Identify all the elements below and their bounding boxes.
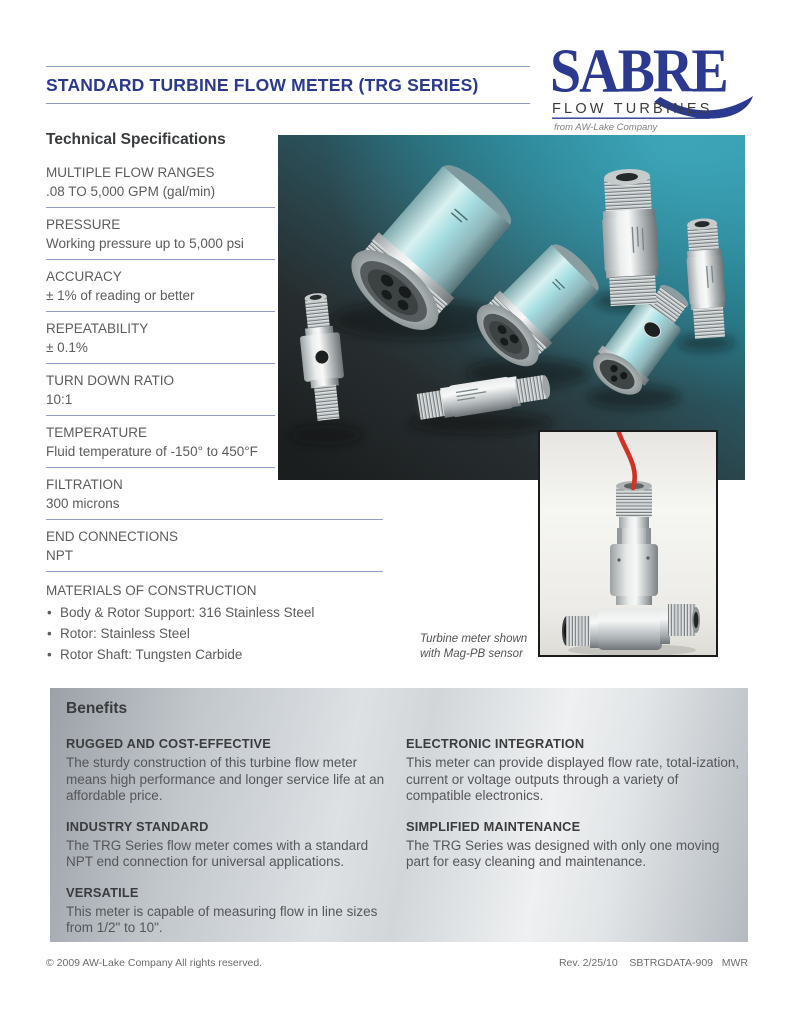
brand-logo bbox=[552, 40, 758, 132]
spec-label: REPEATABILITY bbox=[46, 321, 149, 336]
benefit-body: The sturdy construction of this turbine flow meter means high performance and longer service life at an affordable price. bbox=[66, 755, 385, 803]
spec-label: ACCURACY bbox=[46, 269, 122, 284]
spec-value: Fluid temperature of -150° to 450°F bbox=[46, 444, 258, 459]
benefits-column-right bbox=[406, 726, 742, 871]
spec-item-end-connections bbox=[46, 520, 383, 572]
logo-tagline-text: from AW-Lake Company bbox=[554, 122, 658, 132]
benefits-heading: Benefits bbox=[66, 700, 128, 717]
materials-label: MATERIALS OF CONSTRUCTION bbox=[46, 583, 257, 598]
meter-body bbox=[598, 608, 662, 650]
spec-label: FILTRATION bbox=[46, 477, 123, 492]
sensor-housing bbox=[610, 544, 658, 596]
specs-heading: Technical Specifications bbox=[46, 131, 226, 148]
product-photo-main bbox=[278, 135, 745, 480]
benefit-body: The TRG Series flow meter comes with a standard NPT end connection for universal applications. bbox=[66, 837, 369, 869]
benefit-body: This meter can provide displayed flow rate, total-ization, current or voltage outputs through a variety of compatible electronics. bbox=[406, 755, 740, 803]
turbine-meter-sensor-icon bbox=[540, 432, 716, 655]
benefit-body: The TRG Series was designed with only one moving part for easy cleaning and maintenance. bbox=[406, 837, 720, 869]
logo-underline bbox=[552, 118, 710, 119]
spec-label: TURN DOWN RATIO bbox=[46, 373, 174, 388]
materials-item: • Rotor Shaft: Tungsten Carbide bbox=[46, 644, 383, 665]
inset-caption: Turbine meter shown with Mag-PB sensor bbox=[420, 633, 528, 660]
benefit-title: RUGGED AND COST-EFFECTIVE bbox=[66, 736, 272, 751]
meter-thread-right bbox=[668, 604, 696, 636]
benefits-column-left bbox=[66, 726, 388, 937]
spec-label: TEMPERATURE bbox=[46, 425, 148, 440]
benefit-title: VERSATILE bbox=[66, 884, 139, 900]
divider bbox=[46, 571, 383, 572]
footer-revision: Rev. 2/25/10 SBTRGDATA-909 MWR bbox=[558, 957, 748, 969]
spec-value: Working pressure up to 5,000 psi bbox=[46, 236, 244, 251]
spec-value: 10:1 bbox=[46, 392, 73, 407]
spec-value: .08 TO 5,000 GPM (gal/min) bbox=[46, 184, 216, 199]
materials-block bbox=[46, 572, 383, 665]
meter-thread-left bbox=[566, 616, 592, 646]
page-title: STANDARD TURBINE FLOW METER (TRG SERIES) bbox=[46, 75, 479, 95]
title-block bbox=[46, 66, 530, 104]
flow-meters-photo-icon bbox=[278, 135, 745, 480]
materials-item: • Body & Rotor Support: 316 Stainless Steel bbox=[46, 602, 383, 623]
spec-value: 300 microns bbox=[46, 496, 120, 511]
materials-item: • Rotor: Stainless Steel bbox=[46, 623, 383, 644]
spec-value: NPT bbox=[46, 548, 73, 563]
benefit-title: ELECTRONIC INTEGRATION bbox=[406, 736, 585, 751]
logo-subtitle-text: FLOW TURBINES bbox=[552, 101, 713, 117]
benefit-body: This meter is capable of measuring flow in line sizes from 1/2" to 10". bbox=[66, 903, 378, 935]
benefit-title: INDUSTRY STANDARD bbox=[66, 818, 209, 834]
spec-label: MULTIPLE FLOW RANGES bbox=[46, 165, 215, 180]
sabre-logo-icon bbox=[552, 40, 758, 132]
benefit-title: SIMPLIFIED MAINTENANCE bbox=[406, 818, 581, 834]
footer-copyright: © 2009 AW-Lake Company All rights reserved. bbox=[46, 957, 263, 969]
benefits-section bbox=[50, 688, 748, 942]
spec-value: ± 0.1% bbox=[46, 340, 88, 355]
product-photo-inset bbox=[538, 430, 718, 657]
spec-value: ± 1% of reading or better bbox=[46, 288, 195, 303]
logo-brand-text: SABRE bbox=[552, 40, 727, 106]
spec-label: PRESSURE bbox=[46, 217, 121, 232]
spec-label: END CONNECTIONS bbox=[46, 529, 179, 544]
